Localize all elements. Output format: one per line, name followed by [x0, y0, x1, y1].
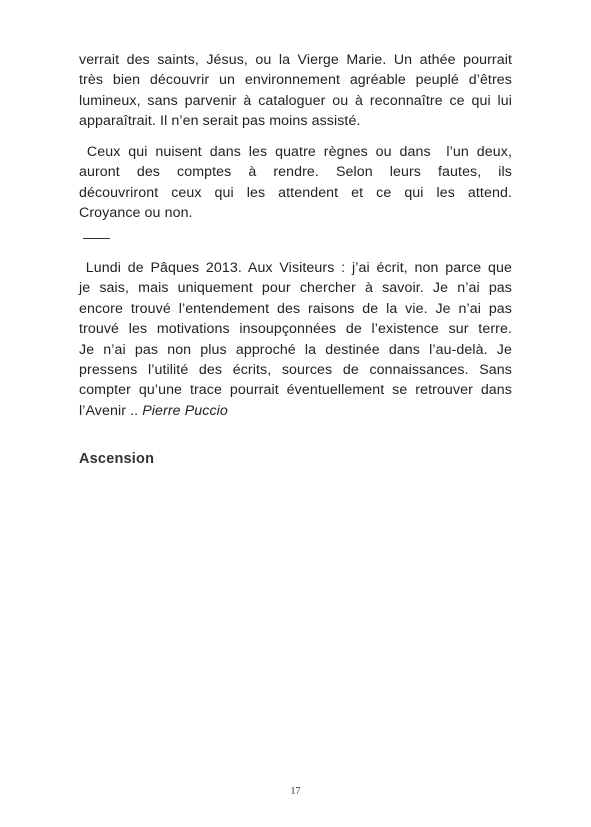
page-number: 17 [290, 786, 301, 797]
paragraph-last-line [79, 401, 512, 421]
paragraph-line: verrait des saints, Jésus, ou la Vierge Marie. Un athée pourrait [79, 52, 512, 68]
paragraph-line: Lundi de Pâques 2013. Aux Visiteurs : j’ai écrit, non parce que [79, 260, 512, 276]
paragraph-line: compter qu’une trace pourrait éventuellement se retrouver dans [79, 382, 512, 399]
paragraph-line: lumineux, sans parvenir à cataloguer ou à reconnaître ce qui lui [79, 92, 512, 109]
paragraph-2 [79, 142, 512, 224]
author-signature: Pierre Puccio [138, 402, 228, 419]
paragraph-line: apparaîtrait. Il n’en serait pas moins assisté. [79, 113, 361, 130]
paragraph-line: découvriront ceux qui les attendent et ce qui les attend. [79, 184, 512, 201]
paragraph-line: Croyance ou non. [79, 205, 193, 222]
paragraph-line: pressens l’utilité des écrits, sources de connaissances. Sans [79, 362, 512, 379]
paragraph-1 [79, 50, 512, 132]
section-heading: Ascension [79, 451, 155, 467]
paragraph-line: auront des comptes à rendre. Selon leurs fautes, ils [79, 164, 512, 181]
section-separator: —— [83, 229, 109, 245]
paragraph-3 [79, 258, 512, 421]
paragraph-line: Ceux qui nuisent dans les quatre règnes ou dans l’un deux, [79, 144, 512, 160]
paragraph-line: très bien découvrir un environnement agréable peuplé d’êtres [79, 72, 512, 89]
paragraph-line: Je n’ai pas non plus approché la destinée dans l’au-delà. Je [79, 341, 512, 358]
paragraph-line: trouvé les motivations insoupçonnées de l’existence sur terre. [79, 321, 512, 338]
paragraph-line: encore trouvé l’entendement des raisons de la vie. Je n’ai pas [79, 300, 512, 317]
paragraph-line: je sais, mais uniquement pour chercher à savoir. Je n’ai pas [79, 280, 512, 297]
paragraph-line-text: l’Avenir .. [79, 402, 139, 419]
